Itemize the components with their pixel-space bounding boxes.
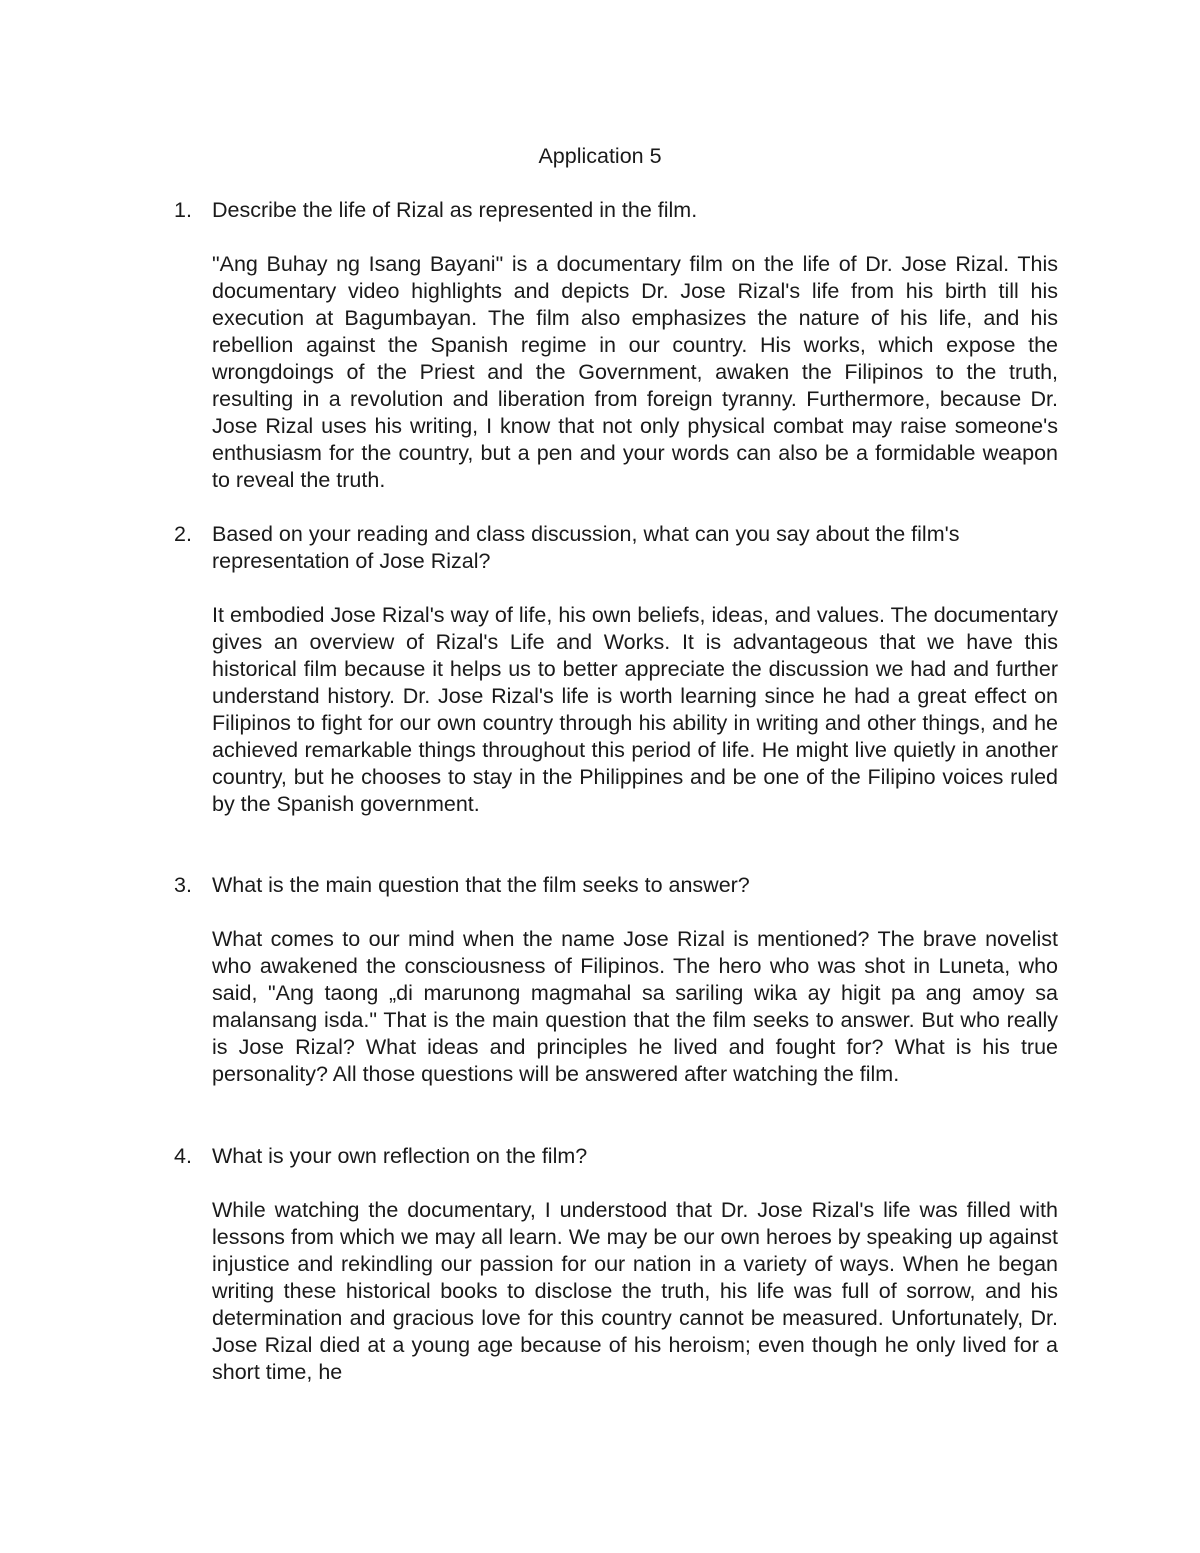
question-text: Describe the life of Rizal as represented in the film.	[212, 198, 698, 222]
answer-text: What comes to our mind when the name Jose Rizal is mentioned? The brave novelist who awakened the consciousness of Filipinos. The hero who was shot in Luneta, who said, "Ang taong „di marunong magmahal sa sariling wika ay higit pa ang amoy sa malansang isda." That is the main question that the film seeks to answer. But who really is Jose Rizal? What ideas and principles he lived and fought for? What is his true personality? All those questions will be answered after watching the film.	[212, 927, 1058, 1086]
document-title: Application 5	[538, 144, 662, 168]
question-number: 2.	[174, 522, 192, 546]
question-text: Based on your reading and class discussion, what can you say about the film's representation of Jose Rizal?	[212, 522, 960, 573]
question-item-2	[174, 521, 1058, 818]
question-item-1	[174, 197, 1058, 494]
question-number: 1.	[174, 198, 192, 222]
question-item-4	[174, 1143, 1058, 1386]
question-text: What is your own reflection on the film?	[212, 1144, 588, 1168]
question-item-3	[174, 872, 1058, 1088]
question-number: 3.	[174, 873, 192, 897]
answer-text: "Ang Buhay ng Isang Bayani" is a documentary film on the life of Dr. Jose Rizal. This documentary video highlights and depicts Dr. Jose Rizal's life from his birth till his execution at Bagumbayan. The film also emphasizes the nature of his life, and his rebellion against the Spanish regime in our country. His works, which expose the wrongdoings of the Priest and the Government, awaken the Filipinos to the truth, resulting in a revolution and liberation from foreign tyranny. Furthermore, because Dr. Jose Rizal uses his writing, I know that not only physical combat may raise someone's enthusiasm for the country, but a pen and your words can also be a formidable weapon to reveal the truth.	[212, 252, 1058, 492]
question-number: 4.	[174, 1144, 192, 1168]
answer-text: It embodied Jose Rizal's way of life, his own beliefs, ideas, and values. The documentary gives an overview of Rizal's Life and Works. It is advantageous that we have this historical film because it helps us to better appreciate the discussion we had and further understand history. Dr. Jose Rizal's life is worth learning since he had a great effect on Filipinos to fight for our own country through his ability in writing and other things, and he achieved remarkable things throughout this period of life. He might live quietly in another country, but he chooses to stay in the Philippines and be one of the Filipino voices ruled by the Spanish government.	[212, 603, 1058, 816]
answer-text: While watching the documentary, I understood that Dr. Jose Rizal's life was filled with lessons from which we may all learn. We may be our own heroes by speaking up against injustice and rekindling our passion for our nation in a variety of ways. When he began writing these historical books to disclose the truth, his life was full of sorrow, and his determination and gracious love for this country cannot be measured. Unfortunately, Dr. Jose Rizal died at a young age because of his heroism; even though he only lived for a short time, he	[212, 1198, 1058, 1384]
question-text: What is the main question that the film seeks to answer?	[212, 873, 750, 897]
